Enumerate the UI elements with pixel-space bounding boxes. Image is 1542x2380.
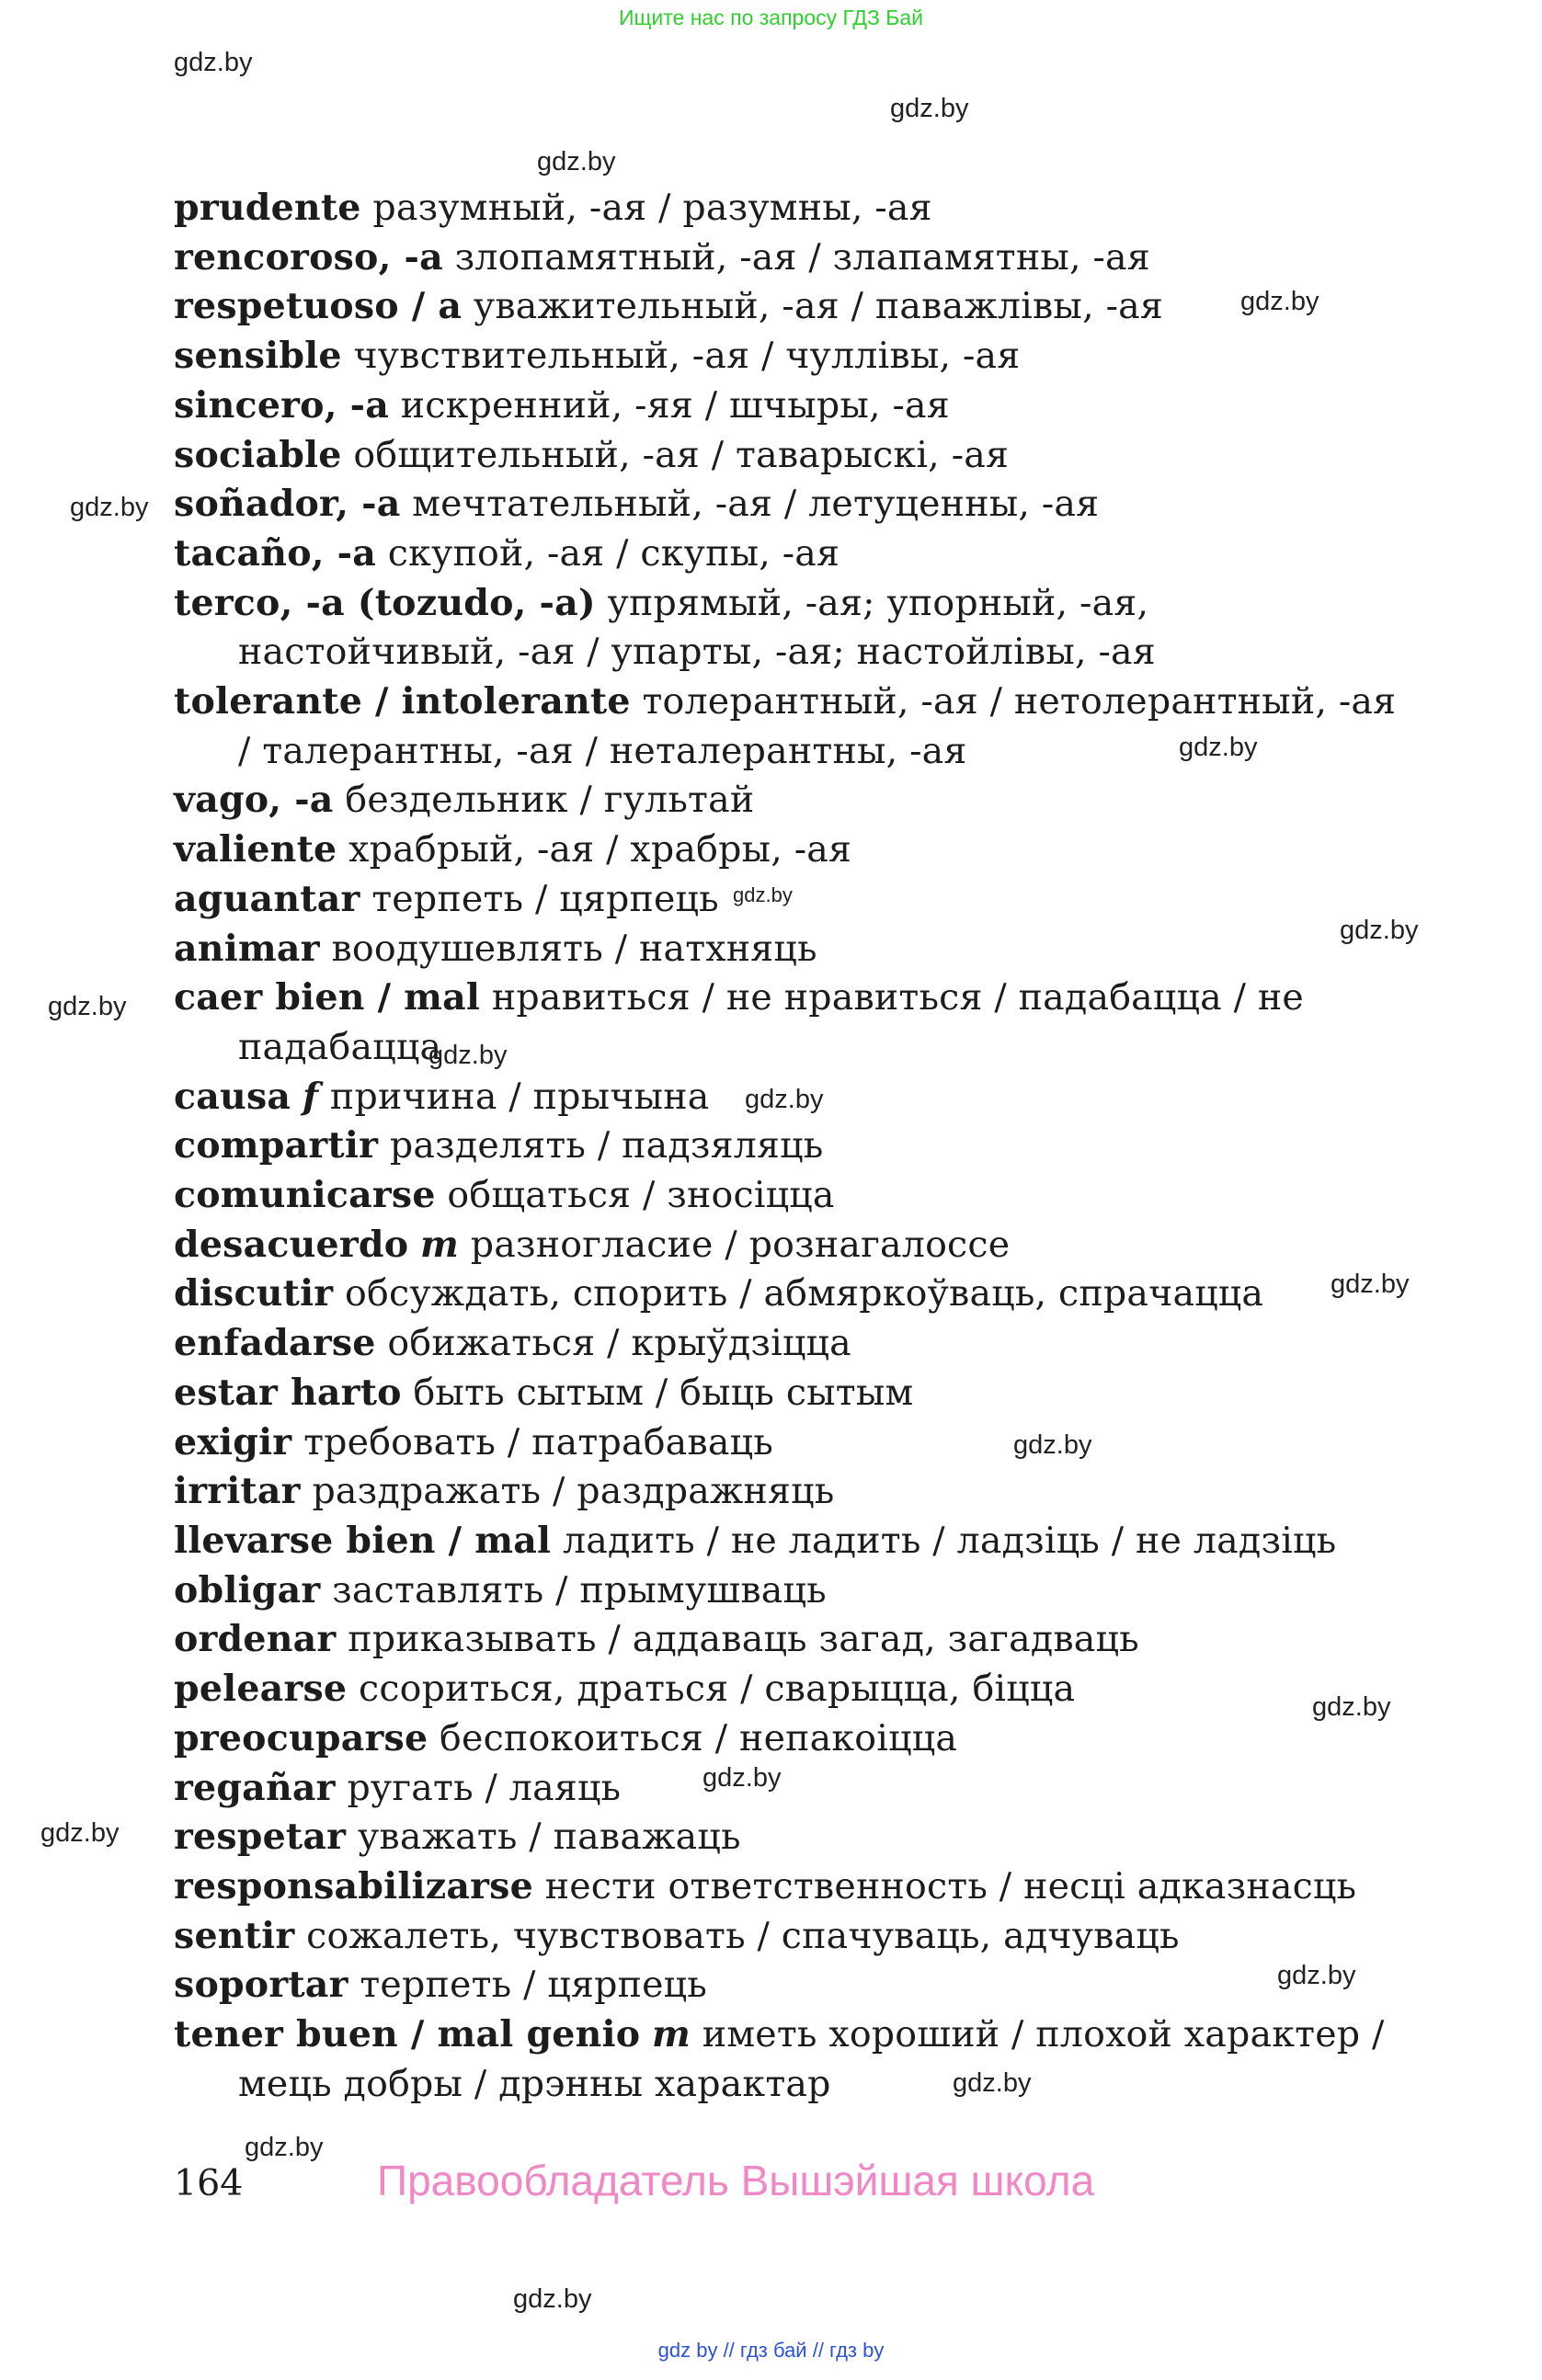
entry-translation: терпеть / цярпець — [360, 877, 719, 920]
entry-translation: ссориться, драться / сварыцца, біцца — [347, 1668, 1076, 1711]
entry-translation: чувствительный, -ая / чуллівы, -ая — [341, 335, 1021, 378]
entry-translation: скупой, -ая / скупы, -ая — [376, 531, 840, 575]
entry-headword: ordenar — [174, 1618, 337, 1661]
entry-headword: prudente — [174, 187, 361, 229]
vocabulary-entry — [174, 480, 1397, 530]
entry-headword: respetar — [174, 1816, 347, 1859]
entry-headword: exigir — [174, 1420, 292, 1463]
vocabulary-entry — [174, 530, 1397, 579]
entry-translation: разногласие / рознагалоссе — [459, 1223, 1011, 1266]
bottom-links[interactable]: gdz by // гдз бай // гдз by — [657, 2339, 885, 2362]
watermark: gdz.by — [702, 1763, 782, 1793]
entry-headword: caer bien / mal — [174, 976, 481, 1019]
watermark: gdz.by — [1240, 287, 1319, 316]
vocabulary-entry — [174, 1862, 1397, 1912]
entry-headword: compartir — [174, 1124, 379, 1167]
watermark: gdz.by — [1013, 1430, 1092, 1460]
vocabulary-entry — [174, 1665, 1397, 1714]
vocabulary-entry — [174, 1912, 1397, 1962]
entry-translation: беспокоиться / непакоіцца — [428, 1716, 958, 1759]
entry-headword: llevarse bien / mal — [174, 1519, 552, 1562]
watermark: gdz.by — [890, 94, 969, 123]
entry-headword: causa — [174, 1075, 291, 1118]
entry-headword: aguantar — [174, 877, 360, 920]
vocabulary-entry — [174, 1714, 1397, 1764]
copyright-notice: Правообладатель Вышэйшая школа — [377, 2157, 1095, 2204]
entry-translation: упрямый, -ая; упорный, -ая, настойчивый, -ая / упарты, -ая; настойлівы, -ая — [238, 581, 1156, 674]
entry-translation: искренний, -яя / шчыры, -ая — [389, 383, 950, 427]
vocabulary-entry — [174, 678, 1397, 776]
entry-headword: desacuerdo — [174, 1223, 409, 1266]
vocabulary-entry — [174, 233, 1397, 283]
entry-translation: обсуждать, спорить / абмяркоўваць, спрачацца — [333, 1272, 1264, 1315]
entry-translation: злопамятный, -ая / злапамятны, -ая — [442, 235, 1150, 279]
entry-gender: f — [302, 1075, 319, 1118]
watermark: gdz.by — [48, 992, 127, 1021]
vocabulary-entry — [174, 1566, 1397, 1616]
entry-headword: sociable — [174, 433, 342, 476]
entry-headword: tacaño, -a — [174, 531, 377, 575]
entry-headword: respetuoso / a — [174, 285, 463, 328]
watermark: gdz.by — [537, 147, 616, 177]
vocabulary-entry — [174, 925, 1397, 974]
vocabulary-entry — [174, 282, 1397, 332]
entry-translation: быть сытым / быць сытым — [401, 1371, 914, 1414]
vocabulary-entry — [174, 332, 1397, 381]
entry-headword: terco, -a (tozudo, -a) — [174, 581, 596, 624]
watermark: gdz.by — [953, 2068, 1032, 2098]
watermark: gdz.by — [1179, 733, 1258, 762]
entry-translation: ладить / не ладить / ладзіць / не ладзіць — [551, 1519, 1337, 1562]
watermark: gdz.by — [70, 493, 149, 522]
entry-translation: ругать / лаяць — [335, 1766, 622, 1809]
entry-translation: иметь хороший / плохой характер / мець добры / дрэнны характар — [238, 2013, 1385, 2105]
vocabulary-entry — [174, 1467, 1397, 1517]
vocabulary-entry — [174, 1221, 1397, 1270]
entry-headword: pelearse — [174, 1668, 348, 1711]
vocabulary-entry — [174, 1764, 1397, 1814]
entry-headword: obligar — [174, 1568, 321, 1611]
vocabulary-entry — [174, 875, 1397, 925]
entry-translation: обижаться / крыўдзіцца — [375, 1322, 851, 1365]
entry-headword: discutir — [174, 1272, 334, 1315]
entry-headword: animar — [174, 927, 320, 970]
vocabulary-entry — [174, 381, 1397, 431]
entry-headword: sentir — [174, 1914, 295, 1957]
entry-translation: раздражать / раздражняць — [300, 1470, 835, 1513]
entry-headword: soportar — [174, 1964, 348, 2007]
entry-translation: бездельник / гультай — [333, 779, 755, 822]
vocabulary-entry — [174, 826, 1397, 875]
watermark: gdz.by — [1340, 916, 1419, 945]
entry-headword: sincero, -a — [174, 383, 389, 427]
vocabulary-entry — [174, 431, 1397, 481]
vocabulary-entry — [174, 974, 1397, 1072]
entry-headword: sensible — [174, 335, 342, 378]
entry-headword: rencoroso, -a — [174, 235, 443, 279]
entry-translation: нравиться / не нравиться / падабацца / не падабацца — [238, 976, 1304, 1068]
watermark: gdz.by — [174, 48, 253, 77]
watermark: gdz.by — [733, 883, 793, 906]
watermark: gdz.by — [513, 2284, 592, 2314]
entry-translation: разделять / падзяляць — [378, 1124, 824, 1167]
entry-headword: enfadarse — [174, 1322, 376, 1365]
entry-translation: толерантный, -ая / нетолерантный, -ая / талерантны, -ая / неталерантны, -ая — [238, 680, 1397, 772]
entry-translation: терпеть / цярпець — [348, 1964, 707, 2007]
entry-headword: vago, -a — [174, 779, 334, 822]
watermark: gdz.by — [245, 2133, 324, 2162]
watermark: gdz.by — [745, 1085, 824, 1114]
entry-gender: m — [652, 2013, 691, 2056]
vocabulary-entry — [174, 1517, 1397, 1566]
watermark: gdz.by — [1331, 1270, 1410, 1299]
watermark: gdz.by — [428, 1041, 508, 1070]
entry-translation: общительный, -ая / таварыскі, -ая — [341, 433, 1010, 476]
entry-translation: уважительный, -ая / паважлівы, -ая — [462, 285, 1163, 328]
entry-translation: воодушевлять / натхняць — [319, 927, 817, 970]
vocabulary-entry — [174, 2010, 1397, 2109]
page-number: 164 — [174, 2162, 244, 2204]
entry-headword: tolerante / intolerante — [174, 680, 631, 723]
vocabulary-entry — [174, 1073, 1397, 1122]
entry-headword: comunicarse — [174, 1174, 436, 1217]
vocabulary-entry — [174, 184, 1397, 233]
vocabulary-list — [174, 184, 1397, 2109]
entry-translation: мечтательный, -ая / летуценны, -ая — [400, 483, 1100, 526]
entry-headword: estar harto — [174, 1371, 402, 1414]
entry-translation: причина / прычына — [318, 1075, 710, 1118]
entry-translation: приказывать / аддаваць загад, загадваць — [336, 1618, 1139, 1661]
entry-translation: требовать / патрабаваць — [291, 1420, 773, 1463]
entry-translation: сожалеть, чувствовать / спачуваць, адчуваць — [294, 1914, 1180, 1957]
vocabulary-entry — [174, 1122, 1397, 1171]
entry-gender: m — [420, 1223, 460, 1266]
entry-headword: preocuparse — [174, 1716, 428, 1759]
entry-translation: разумный, -ая / разумны, -ая — [360, 187, 932, 229]
vocabulary-entry — [174, 1319, 1397, 1369]
watermark: gdz.by — [1277, 1961, 1356, 1990]
vocabulary-entry — [174, 1418, 1397, 1468]
entry-headword: responsabilizarse — [174, 1864, 533, 1907]
vocabulary-entry — [174, 776, 1397, 826]
vocabulary-entry — [174, 1813, 1397, 1862]
entry-translation: уважать / паважаць — [346, 1816, 741, 1859]
entry-translation: общаться / зносіцца — [435, 1174, 835, 1217]
entry-headword: tener buen / mal genio — [174, 2013, 641, 2056]
entry-headword: regañar — [174, 1766, 336, 1809]
vocabulary-entry — [174, 1171, 1397, 1221]
entry-translation: нести ответственность / несці адказнасць — [532, 1864, 1357, 1907]
entry-translation: храбрый, -ая / храбры, -ая — [337, 828, 852, 871]
entry-headword: soñador, -a — [174, 483, 401, 526]
vocabulary-entry — [174, 579, 1397, 678]
vocabulary-entry — [174, 1615, 1397, 1665]
vocabulary-entry — [174, 1369, 1397, 1418]
vocabulary-entry — [174, 1961, 1397, 2010]
entry-headword: irritar — [174, 1470, 301, 1513]
vocabulary-entry — [174, 1270, 1397, 1319]
top-banner[interactable]: Ищите нас по запросу ГДЗ Бай — [618, 6, 924, 29]
watermark: gdz.by — [40, 1818, 120, 1848]
entry-translation: заставлять / прымушваць — [320, 1568, 827, 1611]
entry-headword: valiente — [174, 828, 337, 871]
watermark: gdz.by — [1312, 1692, 1391, 1722]
